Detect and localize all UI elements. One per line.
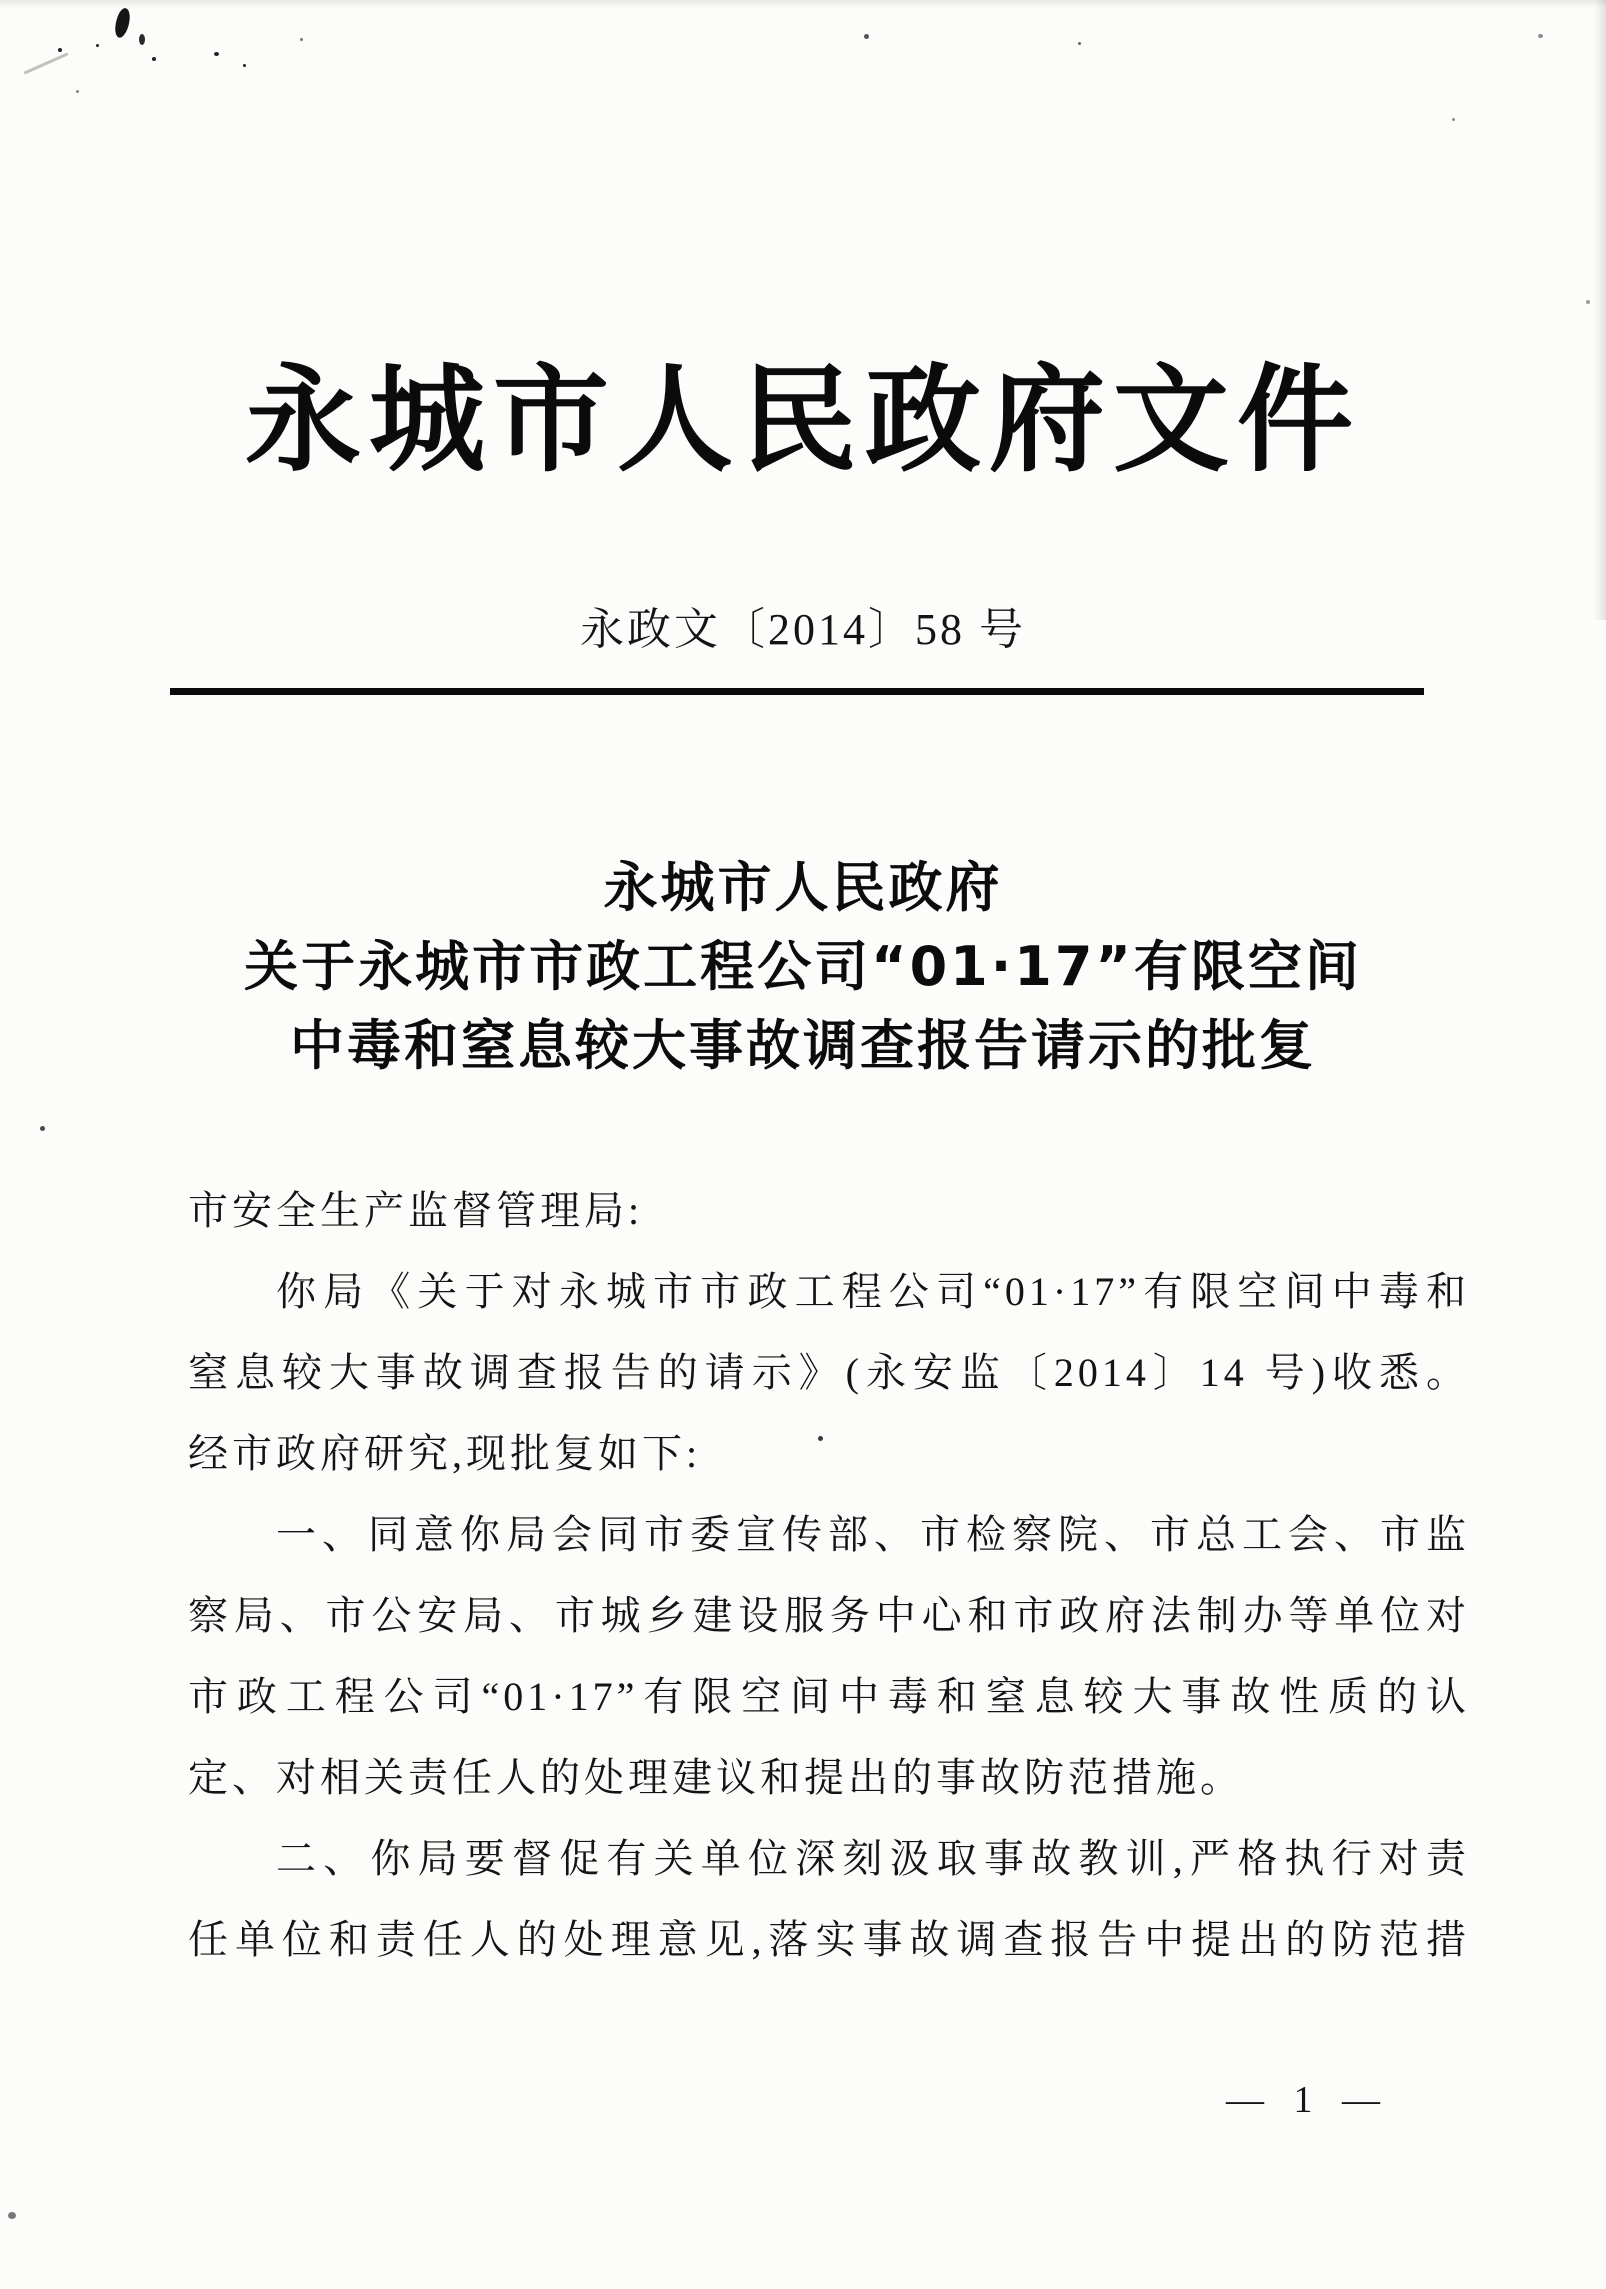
scan-artifact xyxy=(23,52,68,74)
scan-edge-shading-top xyxy=(0,0,1606,8)
agency-masthead: 永城市人民政府文件 xyxy=(245,353,1361,488)
scan-artifact xyxy=(96,44,99,47)
body-line: 经市政府研究,现批复如下: xyxy=(188,1431,702,1476)
document-body xyxy=(188,1170,1470,1980)
salutation: 市安全生产监督管理局: xyxy=(188,1188,644,1233)
scan-artifact xyxy=(864,34,869,39)
scan-artifact xyxy=(58,48,62,52)
scan-artifact xyxy=(152,57,156,61)
page-number: — 1 — xyxy=(1226,2079,1390,2121)
body-line: 任单位和责任人的处理意见,落实事故调查报告中提出的防范措 xyxy=(188,1917,1470,1962)
body-line: 窒息较大事故调查报告的请示》(永安监〔2014〕14 号)收悉。 xyxy=(188,1350,1470,1395)
scan-artifact xyxy=(112,7,133,39)
document-title-line-2: 关于永城市市政工程公司“01·17”有限空间 xyxy=(244,935,1362,998)
document-title xyxy=(0,848,1606,1085)
body-line: 察局、市公安局、市城乡建设服务中心和市政府法制办等单位对 xyxy=(188,1593,1470,1638)
document-title-line-1: 永城市人民政府 xyxy=(603,856,1003,919)
scan-artifact xyxy=(214,52,219,56)
scan-artifact xyxy=(1538,34,1543,38)
scan-artifact xyxy=(76,90,79,93)
scan-artifact xyxy=(8,2212,16,2219)
body-line: 你局《关于对永城市市政工程公司“01·17”有限空间中毒和 xyxy=(276,1269,1470,1314)
body-line: 一、同意你局会同市委宣传部、市检察院、市总工会、市监 xyxy=(276,1512,1470,1557)
scan-artifact xyxy=(139,34,145,45)
masthead-divider xyxy=(170,688,1424,695)
scan-artifact xyxy=(1078,42,1081,45)
document-title-line-3: 中毒和窒息较大事故调查报告请示的批复 xyxy=(290,1014,1316,1077)
scan-artifact xyxy=(1586,300,1590,304)
body-line: 市政工程公司“01·17”有限空间中毒和窒息较大事故性质的认 xyxy=(188,1674,1470,1719)
document-number: 永政文〔2014〕58 号 xyxy=(580,605,1026,654)
body-line: 定、对相关责任人的处理建议和提出的事故防范措施。 xyxy=(188,1755,1244,1800)
scan-artifact xyxy=(40,1126,45,1131)
body-line: 二、你局要督促有关单位深刻汲取事故教训,严格执行对责 xyxy=(276,1836,1470,1881)
scan-artifact xyxy=(1452,118,1455,121)
scan-edge-shading-right xyxy=(1594,0,1606,620)
scan-artifact xyxy=(243,64,246,67)
scan-artifact xyxy=(300,38,303,41)
